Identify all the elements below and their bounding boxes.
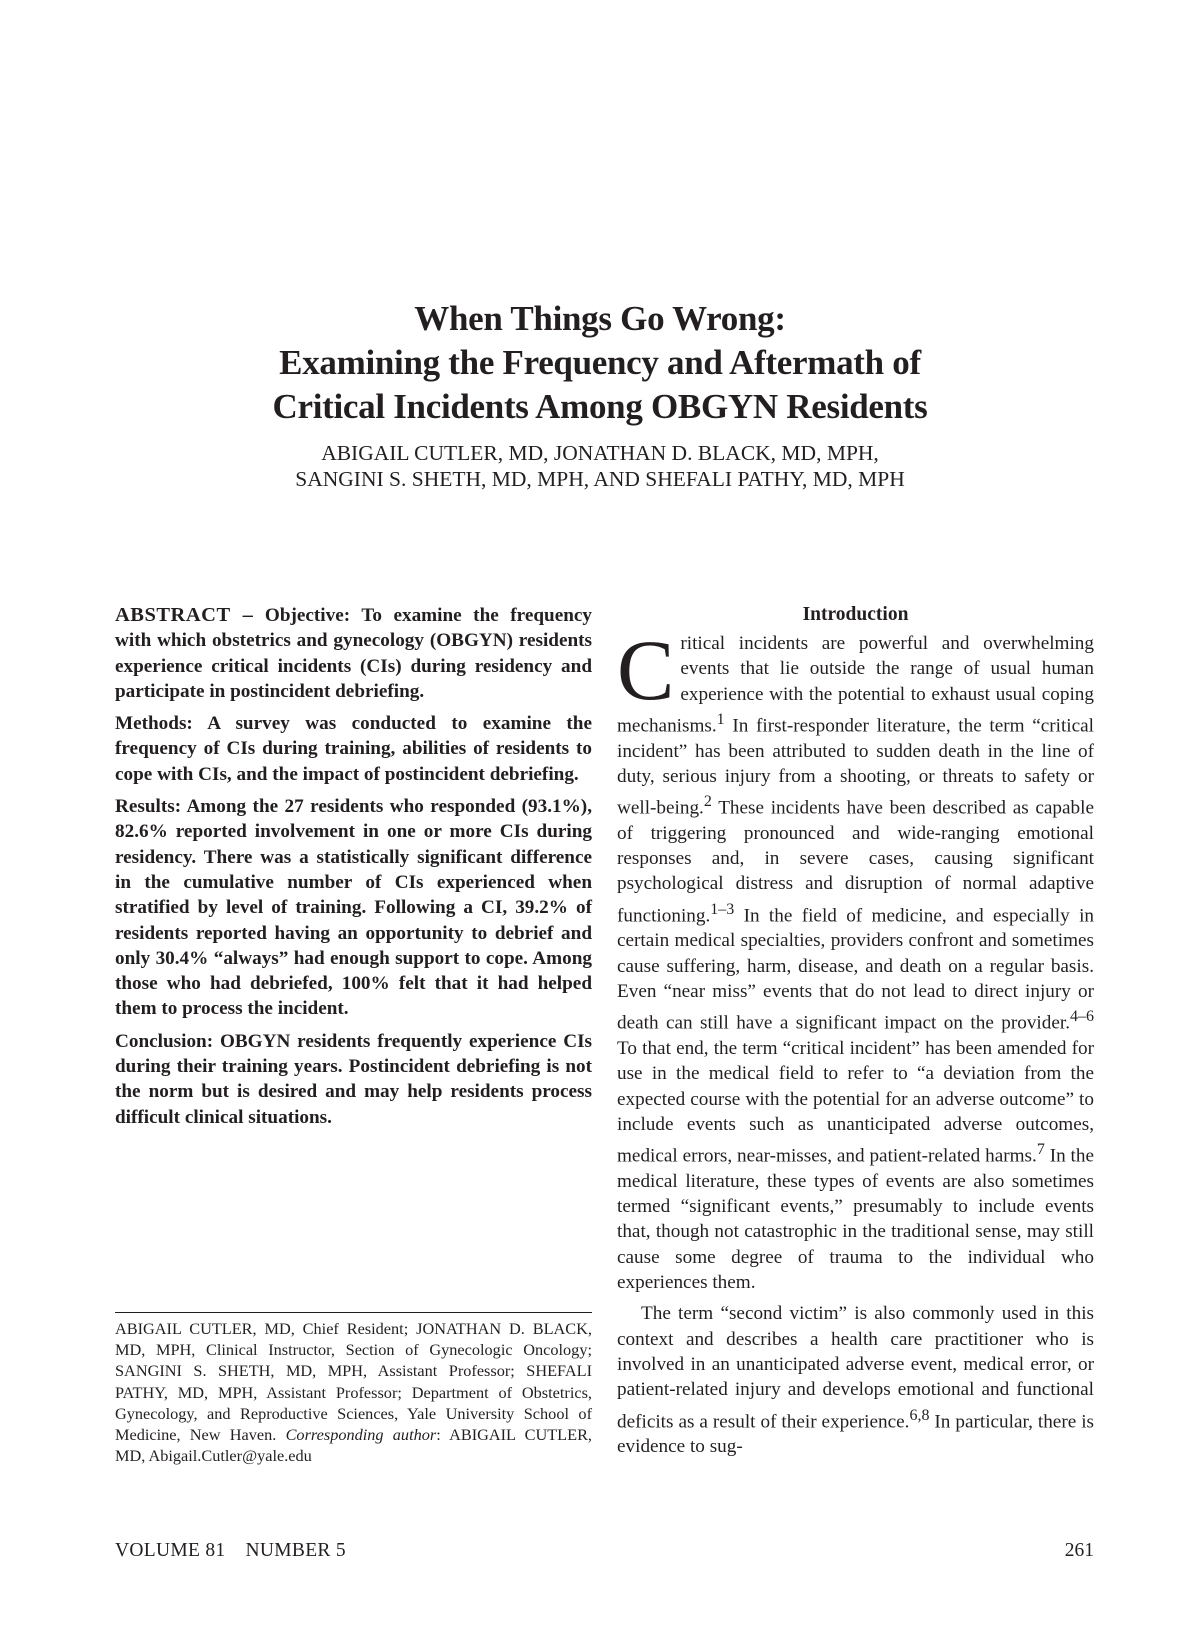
intro-paragraph-1 [617,622,1094,1295]
introduction-section [617,603,1094,1460]
abstract-methods [115,711,592,787]
intro-p1-text-a: ritical incidents are powerful and overwhelming events that lie outside the range of usual human experience with the potential to exhaust usual coping mechanisms. [617,633,1094,737]
citation: 6,8 [909,1406,930,1424]
volume-label: VOLUME 81 [115,1540,226,1561]
citation: 2 [703,793,712,811]
conclusion-text: OBGYN residents frequently experience CIs during their training years. Postincident debriefing is not the norm but is desired and may help residents process difficult clinical situations. [115,1030,593,1128]
abstract-conclusion [115,1029,592,1130]
intro-p1-text-b: In first-responder literature, the term “critical incident” has been attributed to sudden death in the line of duty, serious injury from a shooting, or threats to safety or well-being. [617,715,1094,819]
authors-line-1: ABIGAIL CUTLER, MD, JONATHAN D. BLACK, MD, MPH, [321,441,879,465]
intro-p2-text-a: The term “second victim” is also commonly used in this context and describes a health care practitioner who is involved in an unanticipated adverse event, medical error, or patient-related injury and develops emotional and functional deficits as a result of their experience. [617,1303,1094,1432]
citation: 1–3 [710,900,735,918]
authors-line-2: SANGINI S. SHETH, MD, MPH, AND SHEFALI PATHY, MD, MPH [295,467,905,491]
results-text: Among the 27 residents who responded (93.1%), 82.6% reported involvement in one or more CIs during residency. There was a statistically significant difference in the cumulative number of CIs experienced when stratified by level of training. Following a CI, 39.2% of residents reported having an opportunity to debrief and only 30.4% “always” had enough support to cope. Among those who had debriefed, 100% felt that it had helped them to process the incident. [115,796,592,1020]
intro-p1-text-f: In the medical literature, these types of events are also sometimes termed “significant events,” presumably to include events that, though not catastrophic in the traditional sense, may still cause some degree of trauma to the individual who experiences them. [617,1145,1094,1294]
title-line-1: When Things Go Wrong: [414,299,786,338]
drop-cap: C [617,622,675,718]
page-number: 261 [1064,1540,1094,1561]
citation: 7 [1036,1141,1045,1159]
abstract-heading: ABSTRACT – [115,604,254,626]
number-label: NUMBER 5 [245,1540,346,1561]
citation: 4–6 [1070,1008,1094,1026]
author-affiliations-footnote [115,1312,592,1466]
citation: 1 [716,710,725,728]
author-list [100,440,1100,492]
intro-p1-text-e: To that end, the term “critical incident” has been amended for use in the medical field to refer to “a deviation from the expected course with the potential for an adverse outcome” to include events such as unanticipated adverse outcomes, medical errors, near-misses, and patient-related harms. [617,1038,1094,1167]
journal-issue-footer [115,1540,346,1562]
title-line-3: Critical Incidents Among OBGYN Residents [272,387,928,426]
article-title [100,297,1100,429]
corresponding-author-label: Corresponding author [285,1425,437,1445]
abstract-objective [115,603,592,704]
objective-text: To examine the frequency with which obstetrics and gynecology (OBGYN) residents experience critical incidents (CIs) during residency and participate in postincident debriefing. [115,605,592,702]
methods-text: A survey was conducted to examine the frequency of CIs during training, abilities of residents to cope with CIs, and the impact of postincident debriefing. [115,713,592,785]
abstract [115,603,592,1137]
abstract-results [115,794,592,1022]
corresponding-author-text: : ABIGAIL CUTLER, MD, Abigail.Cutler@yale.edu [115,1425,593,1466]
introduction-heading: Introduction [802,604,909,625]
title-line-2: Examining the Frequency and Aftermath of [279,343,921,382]
results-label: Results: [115,796,182,818]
affiliations-text: ABIGAIL CUTLER, MD, Chief Resident; JONATHAN D. BLACK, MD, MPH, Clinical Instructor, Section of Gynecologic Oncology; SANGINI S. SHETH, MD, MPH, Assistant Professor; SHEFALI PATHY, MD, MPH, Assistant Professor; Department of Obstetrics, Gynecology, and Reproductive Sciences, Yale University School of Medicine, New Haven. [115,1319,592,1445]
intro-paragraph-2 [617,1301,1094,1459]
objective-label: Objective: [264,605,351,626]
methods-label: Methods: [115,713,193,735]
conclusion-label: Conclusion: [115,1030,214,1052]
intro-p1-text-c: These incidents have been described as capable of triggering pronounced and wide-ranging emotional responses and, in severe cases, causing significant psychological distress and disruption of normal adaptive functioning. [617,797,1094,927]
intro-p1-text-d: In the field of medicine, and especially in certain medical specialties, providers confront and sometimes cause suffering, harm, disease, and death on a regular basis. Even “near miss” events that do not lead to direct injury or death can still have a significant impact on the provider. [617,905,1094,1034]
intro-p2-text-b: In particular, there is evidence to sug- [617,1410,1094,1458]
